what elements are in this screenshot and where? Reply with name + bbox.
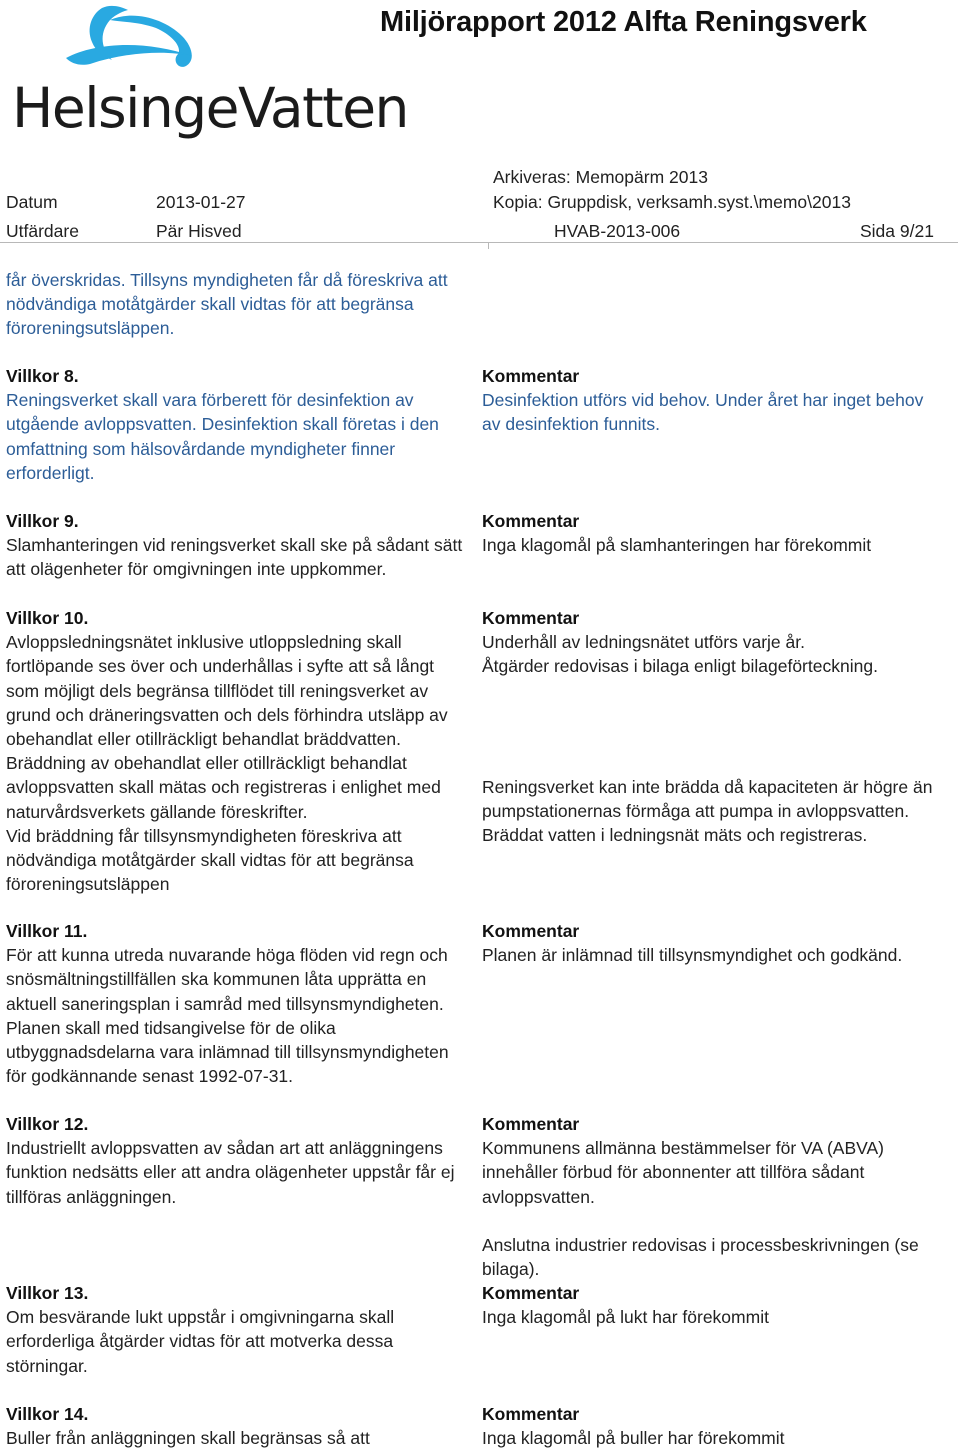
comment-9: Kommentar Inga klagomål på slamhanteringen har förekommit [482, 511, 872, 556]
condition-13: Villkor 13. Om besvärande lukt uppstår i omgivningarna skall erforderliga åtgärder vidtas för att motverka dessa störningar. [6, 1283, 395, 1376]
comment-label: Kommentar [482, 921, 580, 941]
document-title: Miljörapport 2012 Alfta Reningsverk [380, 6, 867, 38]
condition-title: Villkor 10. [6, 608, 89, 628]
condition-title: Villkor 14. [6, 1404, 89, 1424]
comment-label: Kommentar [482, 1114, 580, 1134]
condition-8: Villkor 8. Reningsverket skall vara förberett för desinfektion av utgående avloppsvatten. Desinfektion skall företas i den omfattning som hälsovårdande myndigheter finner erforderligt. [6, 366, 439, 483]
comment-12: Kommentar Kommunens allmänna bestämmelser för VA (ABVA) innehåller förbud för abonnenter att tillföra sådant avloppsvatten. [482, 1114, 885, 1207]
comment-12-overflow: Anslutna industrier redovisas i processbeskrivningen (se bilaga). [482, 1235, 919, 1280]
comment-8: Kommentar Desinfektion utförs vid behov. Under året har inget behov av desinfektion funnits. [482, 366, 924, 435]
condition-9: Villkor 9. Slamhanteringen vid reningsverket skall ske på sådant sätt att olägenheter för omgivningen inte uppkommer. [6, 511, 463, 580]
archive-info: Arkiveras: Memopärm 2013 [493, 167, 708, 187]
comment-label: Kommentar [482, 511, 580, 531]
condition-12: Villkor 12. Industriellt avloppsvatten av sådan art att anläggningens funktion nedsätts eller att andra olägenheter uppstår får ej tillföras anläggningen. [6, 1114, 455, 1207]
comment-10-overflow: Reningsverket kan inte brädda då kapaciteten är högre än pumpstationernas förmåga att pumpa in avloppsvatten. Bräddat vatten i ledningsnät mäts och registreras. [482, 777, 933, 846]
comment-label: Kommentar [482, 1283, 580, 1303]
condition-title: Villkor 9. [6, 511, 79, 531]
logo-swoosh-icon [6, 0, 336, 80]
condition-10: Villkor 10. Avloppsledningsnätet inklusive utloppsledning skall fortlöpande ses över och underhållas i syfte att så långt som möjligt dels begränsa tillflödet till reningsverket av grund och dräneringsvatten och dels förhindra utsläpp av obehandlat eller otillräckligt behandlat bräddvatten. Bräddning av obehandlat eller otillräckligt behandlat avloppsvatten skall mätas och registreras i enlighet med naturvårdsverkets gällande föreskrifter. Vid bräddning får tillsynsmyndigheten föreskriva att nödvändiga motåtgärder skall vidtas för att begränsa föroreningsutsläppen [6, 608, 448, 895]
issuer-label: Utfärdare [6, 221, 79, 241]
comment-11: Kommentar Planen är inlämnad till tillsynsmyndighet och godkänd. [482, 921, 903, 966]
logo-wordmark: HelsingeVatten [12, 76, 408, 140]
header-divider [0, 242, 958, 243]
comment-13: Kommentar Inga klagomål på lukt har förekommit [482, 1283, 769, 1328]
condition-11: Villkor 11. För att kunna utreda nuvarande höga flöden vid regn och snösmältningstillfällen ska kommunen låta upprätta en aktuell saneringsplan i samråd med tillsynsmyndigheten. Planen skall med tidsangivelse för de olika utbyggnadsdelarna vara inlämnad till tillsynsmyndigheten för godkännande senast 1992-07-31. [6, 921, 449, 1087]
comment-label: Kommentar [482, 1404, 580, 1424]
date-label: Datum [6, 192, 58, 212]
comment-14: Kommentar Inga klagomål på buller har förekommit [482, 1404, 785, 1449]
page-number: Sida 9/21 [860, 221, 934, 241]
copy-info: Kopia: Gruppdisk, verksamh.syst.\memo\2013 [493, 192, 851, 212]
document-id: HVAB-2013-006 [554, 221, 681, 241]
date-value: 2013-01-27 [156, 192, 246, 212]
comment-10: Kommentar Underhåll av ledningsnätet utförs varje år. Åtgärder redovisas i bilaga enligt bilageförteckning. [482, 608, 878, 677]
condition-title: Villkor 8. [6, 366, 79, 386]
condition-title: Villkor 12. [6, 1114, 89, 1134]
issuer-value: Pär Hisved [156, 221, 242, 241]
header-column-divider [488, 243, 489, 249]
intro-text: får överskridas. Tillsyns myndigheten får då föreskriva att nödvändiga motåtgärder skall vidtas för att begränsa föroreningsutsläppen. [6, 270, 448, 339]
comment-label: Kommentar [482, 366, 580, 386]
helsingevatten-logo [6, 0, 408, 145]
condition-title: Villkor 13. [6, 1283, 89, 1303]
condition-14: Villkor 14. Buller från anläggningen skall begränsas så att [6, 1404, 370, 1449]
comment-label: Kommentar [482, 608, 580, 628]
condition-title: Villkor 11. [6, 921, 88, 941]
